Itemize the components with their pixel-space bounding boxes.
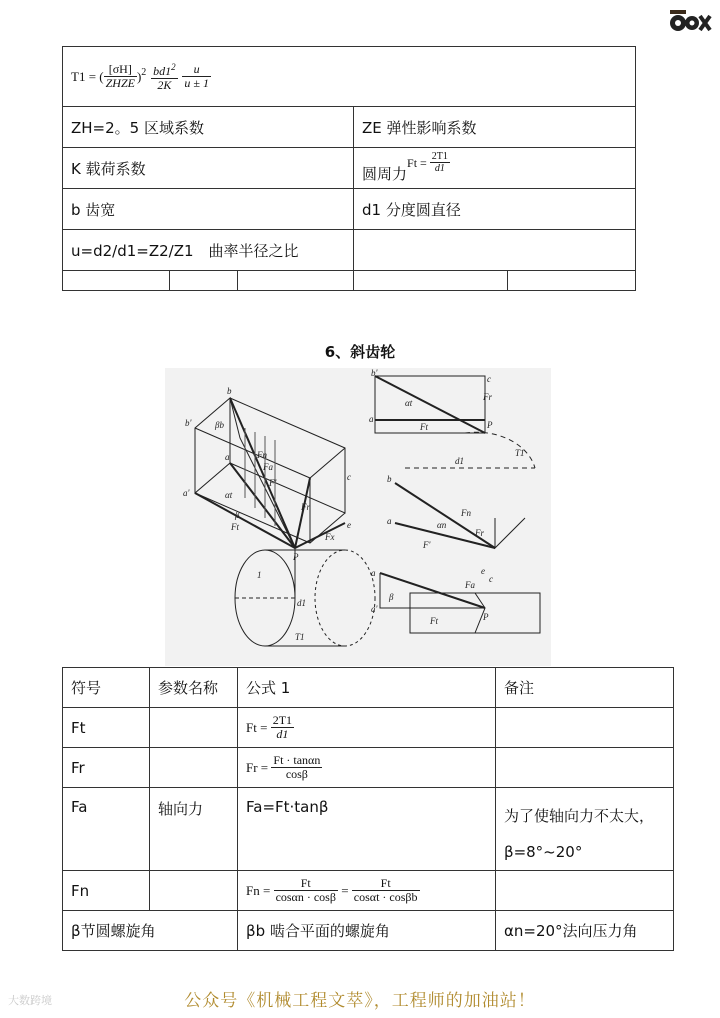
diagram-label: T1 — [295, 632, 305, 642]
diagram-label: αt — [225, 490, 233, 500]
ft-label: 圆周力 — [362, 164, 408, 183]
t1-prefix: T1 = ( — [71, 69, 104, 84]
diagram-label: Ft — [231, 522, 239, 532]
diagram-label: a — [387, 516, 392, 526]
t1-frac1: $\frac{[\sigma H]}{\text{ZHZE}}$ — [105, 62, 135, 90]
bottom-table — [62, 667, 674, 951]
header-symbol: 符号 — [63, 668, 150, 708]
t1-formula-cell: T1 = ( $\frac{[\sigma H]}{\text{ZHZE}}$ )$^2$ $\frac{bd1^2}{2K}$ $\frac{u}{u \pm 1}$ — [63, 47, 636, 107]
diagram-label: a' — [369, 414, 376, 424]
fr-formula-frac: $\frac{Ft \cdot \tan\alpha n}{\cos\beta}$ — [273, 753, 321, 781]
diagram-label: Fa — [465, 580, 475, 590]
symbol-cell: Ft — [63, 708, 150, 748]
formula-cell: Ft = $\frac{2T1}{d1}$ — [238, 708, 496, 748]
diagram-label: αn — [437, 520, 447, 530]
helical-gear-diagram — [165, 368, 551, 666]
diagram-label: Fa — [263, 462, 273, 472]
diagram-label: Fn — [257, 450, 267, 460]
alphan-cell: αn=20°法向压力角 — [496, 911, 674, 951]
cell-k: K 载荷系数 — [63, 148, 354, 189]
diagram-label: αt — [405, 398, 413, 408]
diagram-label: β — [389, 592, 394, 602]
beta-cell: β节圆螺旋角 — [63, 911, 238, 951]
table-row — [63, 788, 674, 871]
top-table — [62, 46, 636, 291]
cell-zh: ZH=2。5 区域系数 — [63, 107, 354, 148]
diagram-label: b — [387, 474, 392, 484]
formula-cell: Fa=Ft·tanβ — [238, 788, 496, 871]
cell-blank — [354, 271, 508, 291]
diagram-label: Fr — [301, 502, 310, 512]
section-title: 6、斜齿轮 — [324, 343, 396, 361]
betab-cell: βb 啮合平面的螺旋角 — [238, 911, 496, 951]
diagram-label: c — [487, 374, 491, 384]
diagram-label: Ft — [420, 422, 428, 432]
diagram-label: T1 — [515, 448, 525, 458]
diagram-label: 1 — [257, 570, 262, 580]
diagram-label: P — [487, 420, 493, 430]
diagram-label: Fr — [475, 528, 484, 538]
diagram-label: F' — [269, 478, 277, 488]
diagram-label: b' — [371, 368, 378, 378]
header-name: 参数名称 — [150, 668, 238, 708]
diagram-label: Fr — [483, 392, 492, 402]
cell-blank — [170, 271, 238, 291]
diagram-label: b — [227, 386, 232, 396]
table-row — [63, 748, 674, 788]
diagram-label: a — [225, 452, 230, 462]
cell-u: u=d2/d1=Z2/Z1 曲率半径之比 — [63, 230, 354, 271]
fn-formula-frac1: $\frac{Ft}{\cos\alpha n \cdot \cos\beta}$ — [275, 876, 336, 904]
diagram-label: e — [481, 566, 485, 576]
diagram-label: c — [489, 574, 493, 584]
diagram-label: P — [483, 612, 489, 622]
cell-blank — [238, 271, 354, 291]
diagram-label: a' — [371, 604, 378, 614]
diagram-label: e — [347, 520, 351, 530]
table-row — [63, 708, 674, 748]
diagram-label: P — [293, 552, 299, 562]
watermark: 大数跨境 — [8, 994, 52, 1007]
cell-b: b 齿宽 — [63, 189, 354, 230]
cell-ze: ZE 弹性影响系数 — [354, 107, 636, 148]
table-row — [63, 871, 674, 911]
cell-ft: 圆周力Ft = $\frac{2T1}{d1}$ — [354, 148, 636, 189]
note-cell — [496, 871, 674, 911]
diagram-label: a' — [183, 488, 190, 498]
symbol-cell: Fr — [63, 748, 150, 788]
brand-logo — [668, 8, 712, 38]
diagram-label: c — [347, 472, 351, 482]
cell-blank — [508, 271, 636, 291]
diagram-label: Fx — [325, 532, 335, 542]
name-cell — [150, 871, 238, 911]
name-cell — [150, 708, 238, 748]
cell-empty — [354, 230, 636, 271]
diagram-label: d1 — [455, 456, 464, 466]
note-cell: 为了使轴向力不太大，β=8°~20° — [496, 788, 674, 871]
note-cell — [496, 748, 674, 788]
name-cell: 轴向力 — [150, 788, 238, 871]
table-row — [63, 911, 674, 951]
symbol-cell: Fn — [63, 871, 150, 911]
header-note: 备注 — [496, 668, 674, 708]
fn-formula-frac2: $\frac{Ft}{\cos\alpha t \cdot \cos\beta b}$ — [353, 876, 418, 904]
formula-cell: Fr = $\frac{Ft \cdot \tan\alpha n}{\cos\beta}$ — [238, 748, 496, 788]
diagram-label: Ft — [430, 616, 438, 626]
cell-d1: d1 分度圆直径 — [354, 189, 636, 230]
diagram-label: b' — [185, 418, 192, 428]
diagram-label: a — [371, 568, 376, 578]
formula-cell: Fn = $\frac{Ft}{\cos\alpha n \cdot \cos\beta}$ = $\frac{Ft}{\cos\alpha t \cdot \cos\beta b}$ — [238, 871, 496, 911]
ft-formula-frac: $\frac{2T1}{d1}$ — [272, 713, 293, 741]
t1-frac3: $\frac{u}{u \pm 1}$ — [184, 62, 209, 90]
diagram-label: d1 — [297, 598, 306, 608]
symbol-cell: Fa — [63, 788, 150, 871]
footer-slogan: 公众号《机械工程文萃》，工程师的加油站！ — [184, 991, 536, 1011]
diagram-label: βb — [215, 420, 224, 430]
diagram-label: β — [235, 510, 240, 520]
t1-frac2: $\frac{bd1^2}{2K}$ — [153, 62, 176, 92]
diagram-label: Fn — [461, 508, 471, 518]
ft-frac: $\frac{2T1}{d1}$ — [431, 150, 448, 174]
note-cell — [496, 708, 674, 748]
header-formula: 公式 1 — [238, 668, 496, 708]
cell-blank — [63, 271, 170, 291]
diagram-label: F' — [423, 540, 431, 550]
name-cell — [150, 748, 238, 788]
